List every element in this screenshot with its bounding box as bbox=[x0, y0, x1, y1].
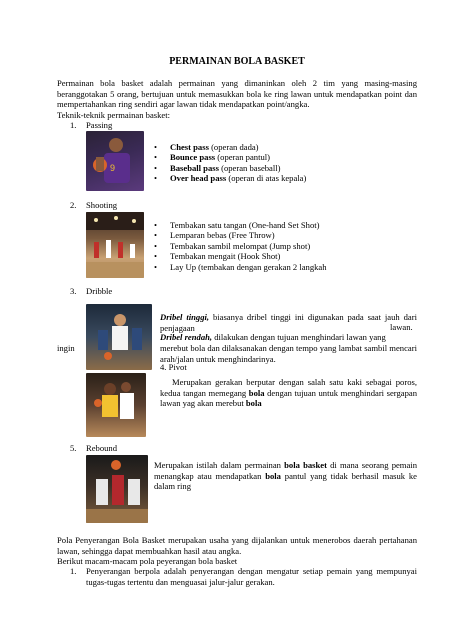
rebound-text-3: pantul yang tidak berhasil masuk ke dalam ring bbox=[154, 470, 418, 492]
penyerangan-item-number: 1. bbox=[70, 566, 77, 576]
passing-term: Baseball pass bbox=[170, 162, 219, 173]
list-item: • Lemparan bebas (Free Throw) bbox=[152, 230, 372, 240]
rebound-paragraph bbox=[154, 460, 417, 492]
rebound-text-2: di mana seorang pemain menangkap atau mendapatkan bbox=[154, 460, 417, 481]
rebound-number: 5. bbox=[70, 443, 77, 453]
dribble-tinggi-text: biasanya dribel tinggi ini digunakan pada saat jauh dari penjagaan bbox=[160, 312, 417, 333]
penyerangan-heading: Berikut macam-macam pola peyerangan bola basket bbox=[57, 556, 238, 566]
list-item: • Tembakan satu tangan (One-hand Set Shot) bbox=[152, 220, 372, 230]
passing-desc: (operan baseball) bbox=[218, 162, 281, 173]
techniques-heading: Teknik-teknik permainan basket: bbox=[57, 110, 170, 120]
passing-photo bbox=[86, 131, 144, 191]
pivot-bold-ball-2: bola bbox=[245, 398, 262, 409]
page-title: PERMAINAN BOLA BASKET bbox=[169, 56, 305, 67]
list-item bbox=[152, 173, 352, 183]
pivot-photo bbox=[86, 373, 146, 437]
dribble-rendah-text: dilakukan dengan tujuan menghindari lawan yang bbox=[212, 332, 386, 342]
dribble-rendah-term: Dribel rendah, bbox=[160, 332, 213, 342]
passing-desc: (operan dada) bbox=[208, 142, 259, 152]
dribble-number: 3. bbox=[70, 286, 77, 296]
list-item: • Tembakan mengait (Hook Shot) bbox=[152, 251, 372, 261]
penyerangan-paragraph: Pola Penyerangan Bola Basket merupakan usaha yang dijalankan untuk menerobos daerah pertahanan lawan, sehingga dapat membuahkan hasil atau angka. bbox=[57, 535, 417, 556]
passing-desc: (operan di atas kepala) bbox=[226, 173, 307, 184]
pivot-text-2: dengan tujuan untuk menghindari sergapan lawan yag akan merebut bbox=[160, 387, 417, 409]
passing-label: Passing bbox=[86, 120, 113, 130]
shooting-list bbox=[152, 220, 372, 272]
passing-term: Chest pass bbox=[170, 142, 209, 152]
passing-number: 1. bbox=[70, 120, 77, 130]
pivot-text: Merupakan gerakan berputar dengan salah satu kaki sebagai poros, kedua tangan memegang bbox=[160, 377, 417, 398]
dribble-rendah-cont: merebut bola dan dilaksanakan dengan tempo yang lambat sambil mencari arah/jalan untuk menghindarinya. bbox=[160, 343, 417, 364]
shooting-photo bbox=[86, 212, 144, 278]
dribble-tinggi-term: Dribel tinggi, bbox=[160, 312, 210, 322]
passing-desc: (operan pantul) bbox=[215, 152, 271, 163]
rebound-bold-2: bola bbox=[265, 470, 281, 481]
shooting-number: 2. bbox=[70, 200, 77, 210]
dribble-margin-word: ingin bbox=[57, 343, 75, 353]
pivot-label: 4. Pivot bbox=[160, 362, 187, 372]
shooting-label: Shooting bbox=[86, 200, 118, 210]
dribble-photo bbox=[86, 304, 152, 370]
rebound-photo bbox=[86, 455, 148, 523]
rebound-text-1: Merupakan istilah dalam permainan bbox=[154, 460, 285, 470]
svg-text:9: 9 bbox=[110, 163, 116, 173]
dribble-tinggi bbox=[160, 312, 417, 333]
passing-term: Bounce pass bbox=[170, 152, 216, 163]
pivot-paragraph bbox=[160, 377, 417, 409]
penyerangan-item-text: Penyerangan berpola adalah penyerangan dengan mengatur setiap pemain yang mempunyai tugas-tugas tertentu dan menguasai jalur-jalur gerakan. bbox=[86, 566, 417, 587]
list-item: • Tembakan sambil melompat (Jump shot) bbox=[152, 241, 372, 251]
passing-list bbox=[152, 142, 352, 184]
rebound-label: Rebound bbox=[86, 443, 118, 453]
list-item bbox=[152, 163, 352, 173]
list-item: • Lay Up (tembakan dengan gerakan 2 langkah bbox=[152, 262, 372, 272]
rebound-bold-1: bola basket bbox=[284, 460, 327, 470]
dribble-rendah bbox=[160, 332, 417, 343]
passing-term: Over head pass bbox=[170, 173, 227, 184]
dribble-tinggi-end: lawan. bbox=[390, 322, 413, 332]
list-item bbox=[152, 142, 352, 152]
intro-paragraph: Permainan bola basket adalah permainan yang dimaninkan oleh 2 tim yang masing-masing beranggotakan 5 orang, bertujuan untuk memasukkan bola ke ring lawan untuk mendapatkan point dan mempertahankan ring sendiri agar lawan tidak mendapatkan point/angka. bbox=[57, 78, 417, 110]
list-item bbox=[152, 152, 352, 162]
dribble-label: Dribble bbox=[86, 286, 113, 296]
pivot-bold-ball: bola bbox=[248, 387, 265, 398]
